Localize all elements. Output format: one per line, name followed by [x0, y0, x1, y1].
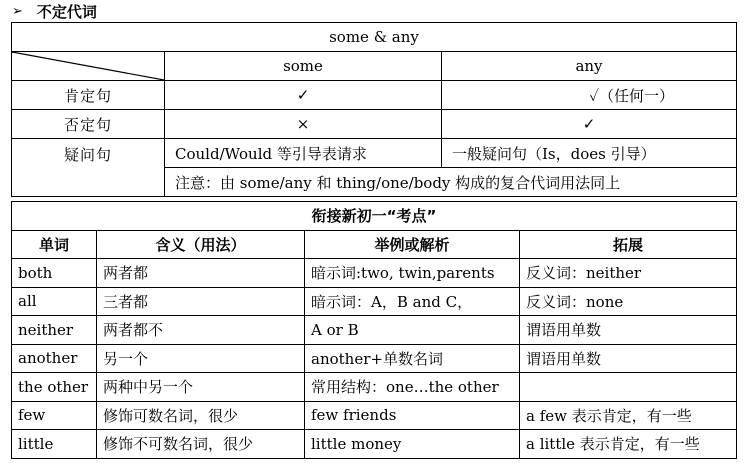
- extension-cell: 谓语用单数: [520, 344, 737, 373]
- section-title: 不定代词: [36, 2, 97, 21]
- word-cell: neither: [12, 316, 97, 345]
- meaning-cell: 三者都: [97, 287, 305, 316]
- header-meaning: 含义（用法）: [97, 230, 305, 259]
- extension-cell: a few 表示肯定，有一些: [520, 401, 737, 430]
- word-cell: both: [12, 259, 97, 288]
- negative-any-check-icon: ✓: [442, 110, 737, 139]
- meaning-cell: 两种中另一个: [97, 373, 305, 402]
- row-label-negative: 否定句: [12, 110, 165, 139]
- some-any-title: some & any: [12, 23, 737, 52]
- extension-cell: 谓语用单数: [520, 316, 737, 345]
- header-word: 单词: [12, 230, 97, 259]
- word-cell: all: [12, 287, 97, 316]
- meaning-cell: 另一个: [97, 344, 305, 373]
- table-row: [12, 316, 737, 345]
- affirmative-some-check-icon: ✓: [165, 81, 442, 110]
- row-label-question: 疑问句: [12, 139, 165, 197]
- extension-cell: a little 表示肯定，有一些: [520, 430, 737, 459]
- example-cell: 常用结构：one…the other: [305, 373, 520, 402]
- meaning-cell: 修饰不可数名词，很少: [97, 430, 305, 459]
- question-some-cell: Could/Would 等引导表请求: [165, 139, 442, 168]
- meaning-cell: 两者都不: [97, 316, 305, 345]
- negative-some-cross-icon: ×: [165, 110, 442, 139]
- compound-note: 注意：由 some/any 和 thing/one/body 构成的复合代词用法同上: [165, 168, 737, 197]
- meaning-cell: 修饰可数名词，很少: [97, 401, 305, 430]
- table-row: [12, 401, 737, 430]
- example-cell: few friends: [305, 401, 520, 430]
- arrow-bullet-icon: ➢: [12, 3, 23, 19]
- table-row: [12, 430, 737, 459]
- extension-cell: [520, 373, 737, 402]
- col-header-any: any: [442, 52, 737, 81]
- header-extension: 拓展: [520, 230, 737, 259]
- section-heading: [12, 0, 97, 22]
- example-cell: little money: [305, 430, 520, 459]
- example-cell: 暗示词：A，B and C，: [305, 287, 520, 316]
- word-cell: few: [12, 401, 97, 430]
- example-cell: 暗示词:two, twin,parents: [305, 259, 520, 288]
- word-cell: little: [12, 430, 97, 459]
- vocabulary-table: [11, 201, 737, 459]
- header-example: 举例或解析: [305, 230, 520, 259]
- word-cell: the other: [12, 373, 97, 402]
- extension-cell: 反义词：none: [520, 287, 737, 316]
- table-row: [12, 287, 737, 316]
- vocab-table-title: 衔接新初一“考点”: [12, 202, 737, 231]
- table-row: [12, 259, 737, 288]
- diagonal-header-cell: [12, 52, 165, 81]
- table-row: [12, 344, 737, 373]
- example-cell: another+单数名词: [305, 344, 520, 373]
- col-header-some: some: [165, 52, 442, 81]
- extension-cell: 反义词：neither: [520, 259, 737, 288]
- some-any-table: [11, 22, 737, 197]
- table-row: [12, 373, 737, 402]
- diagonal-line-icon: [12, 52, 164, 80]
- row-label-affirmative: 肯定句: [12, 81, 165, 110]
- meaning-cell: 两者都: [97, 259, 305, 288]
- word-cell: another: [12, 344, 97, 373]
- question-any-cell: 一般疑问句（Is，does 引导）: [442, 139, 737, 168]
- affirmative-any-cell: ✓（任何一）: [442, 81, 737, 110]
- example-cell: A or B: [305, 316, 520, 345]
